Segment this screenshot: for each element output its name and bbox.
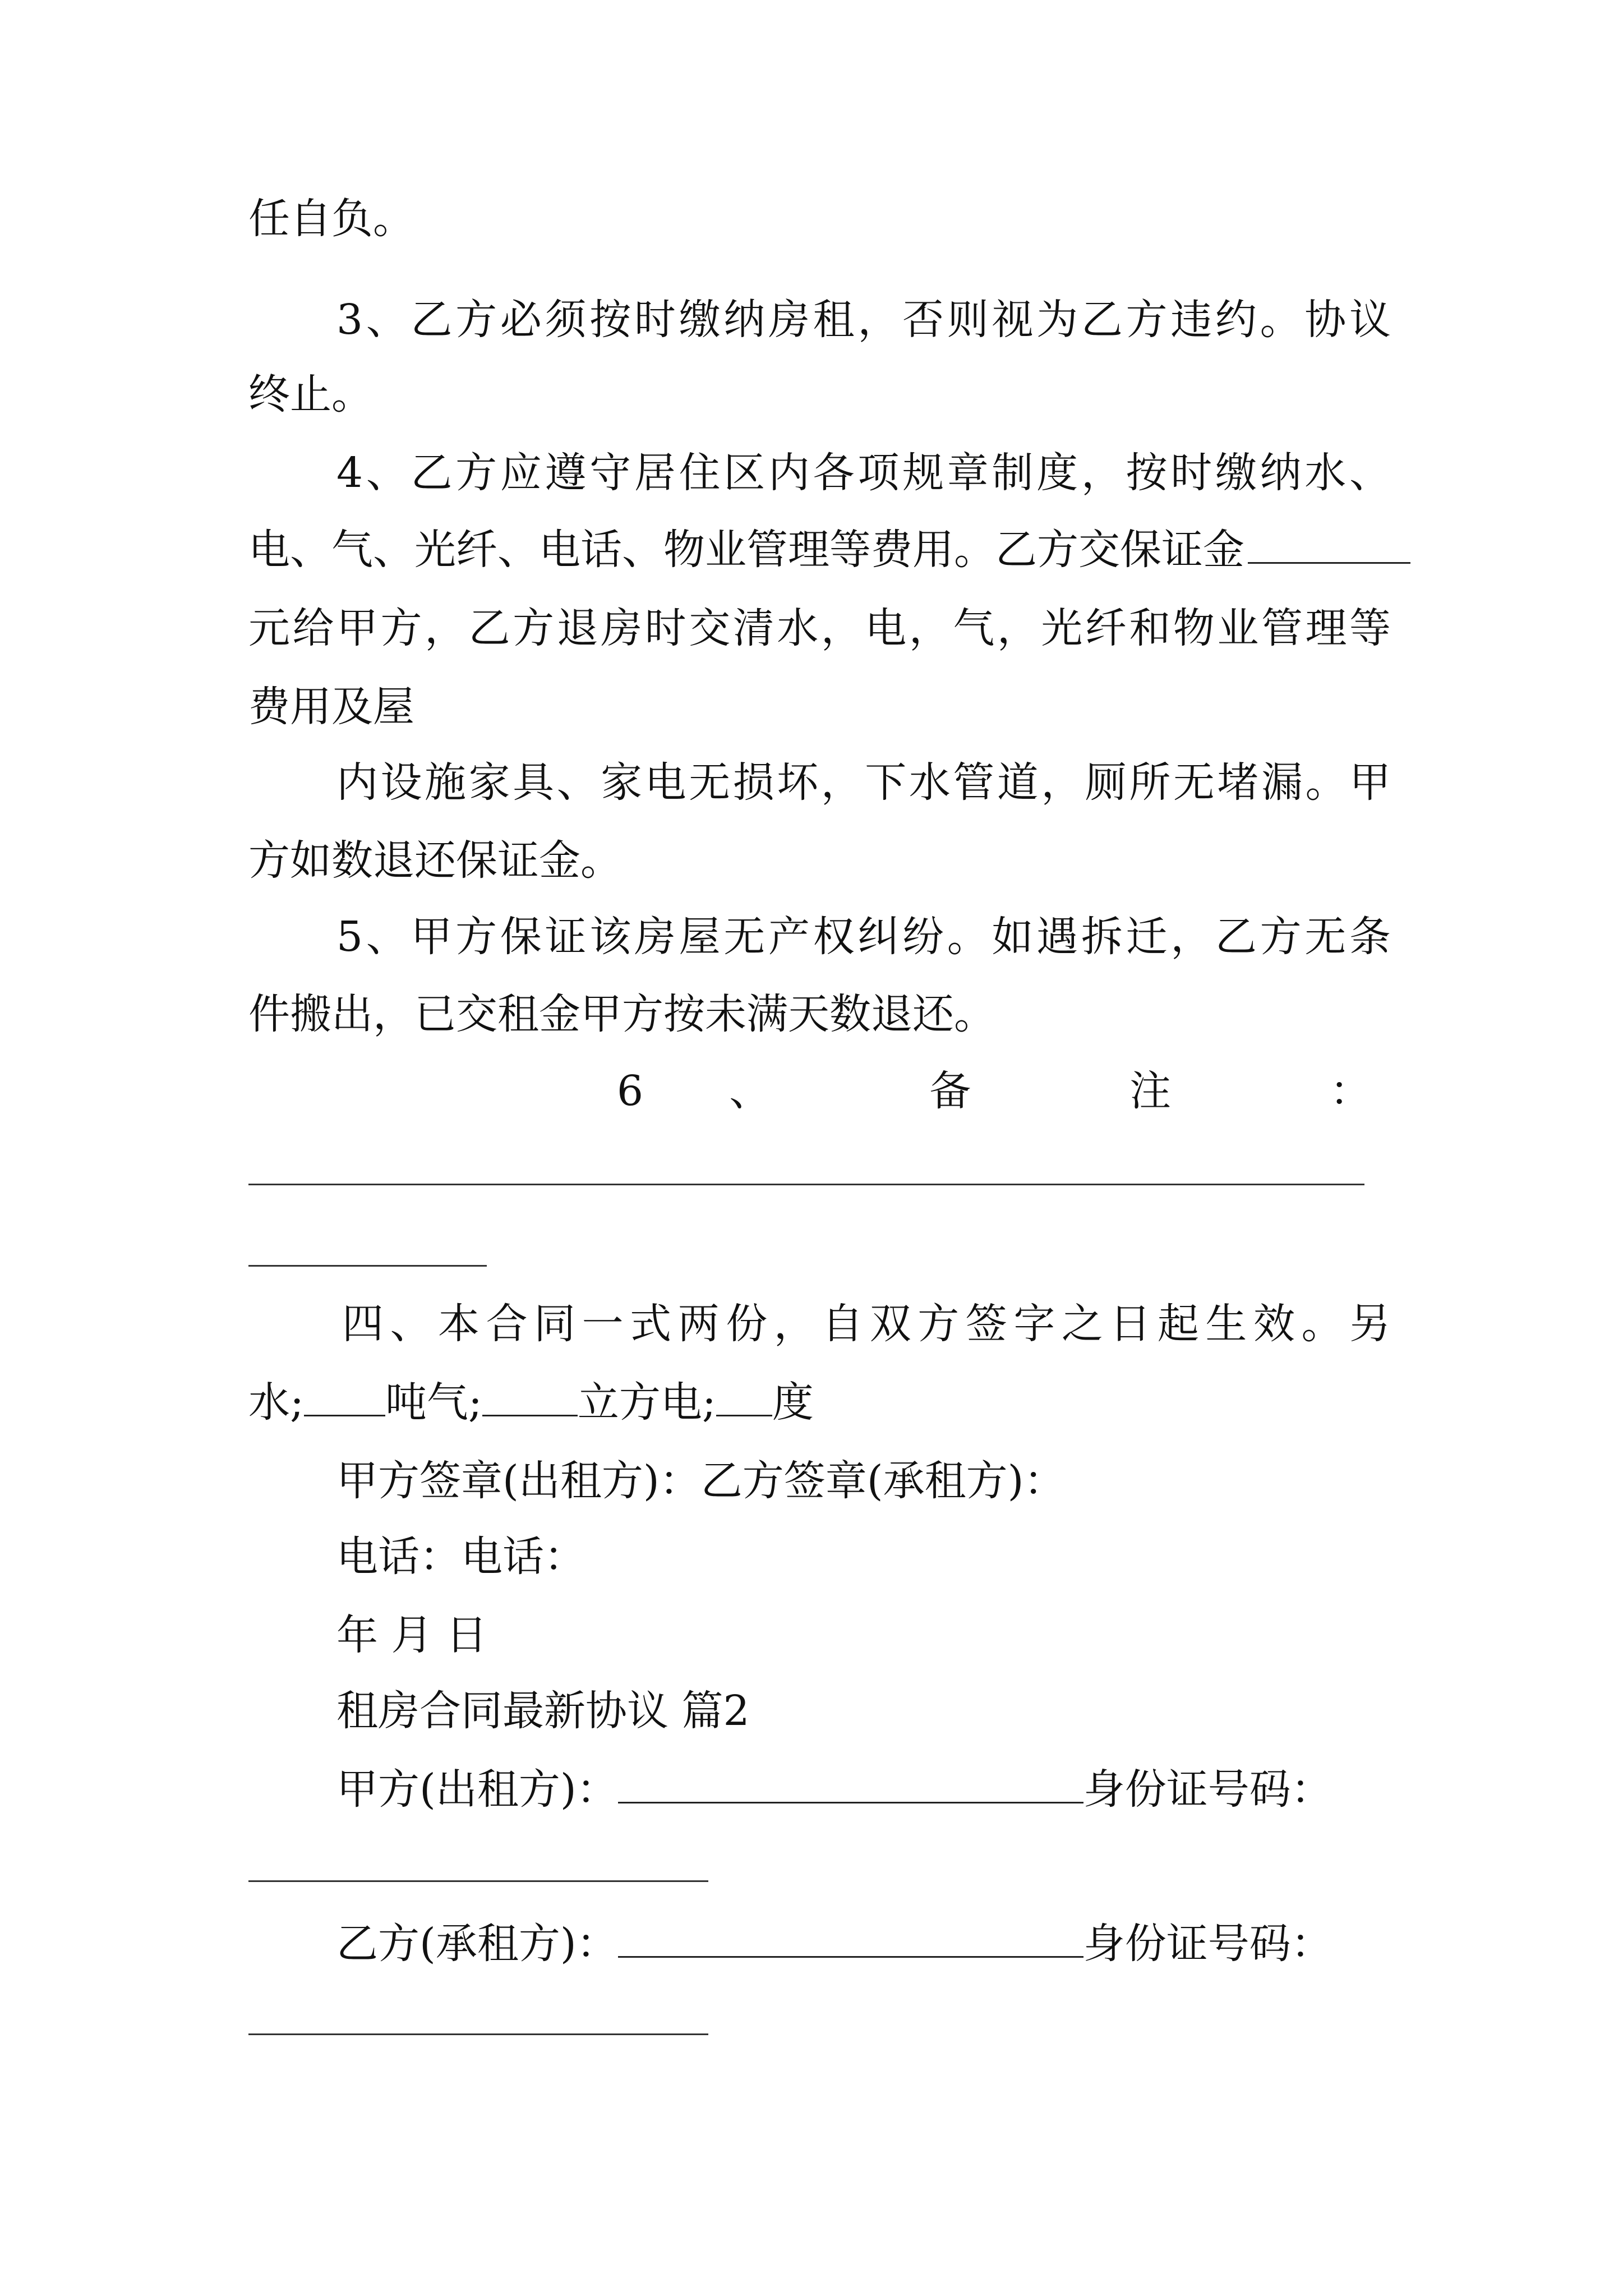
clause-4-line-6: 方如数退还保证金。 bbox=[248, 836, 622, 885]
lessor-name-blank bbox=[618, 1767, 1083, 1803]
lessee-name-blank bbox=[618, 1921, 1083, 1958]
remarks-blank-line-2 bbox=[248, 1265, 487, 1267]
clause-4-line-3: 元给甲方，乙方退房时交清水，电，气，光纤和物业管理等 bbox=[248, 604, 1391, 652]
phone-line: 电话：电话： bbox=[336, 1533, 585, 1581]
clause-4-line-5: 内设施家具、家电无损坏，下水管道，厕所无堵漏。甲 bbox=[336, 758, 1391, 807]
section-4-line-2 bbox=[248, 1374, 814, 1430]
clause-4-line-4: 费用及屋 bbox=[248, 683, 414, 731]
date-line: 年 月 日 bbox=[336, 1611, 488, 1659]
water-label: 水; bbox=[248, 1378, 304, 1427]
lessor-id-blank bbox=[248, 1880, 708, 1882]
signature-line: 甲方签章(出租方)：乙方签章(承租方)： bbox=[336, 1457, 1066, 1505]
electricity-label: 立方电; bbox=[577, 1378, 716, 1427]
clause-5-line-1: 5、甲方保证该房屋无产权纠纷。如遇拆迁，乙方无条 bbox=[336, 913, 1391, 961]
gas-label: 吨气; bbox=[385, 1378, 482, 1427]
lessor-line bbox=[336, 1761, 1391, 1818]
clause-4-line-1: 4、乙方应遵守居住区内各项规章制度，按时缴纳水、 bbox=[336, 449, 1391, 497]
remarks-blank-line-1 bbox=[248, 1184, 1364, 1185]
text-line-1: 任自负。 bbox=[248, 195, 414, 243]
clause-4-line-2 bbox=[248, 522, 1410, 578]
water-reading-blank bbox=[304, 1380, 385, 1416]
clause-6-remarks-heading: 6 、 备 注 ： bbox=[617, 1067, 1371, 1115]
unit-label: 度 bbox=[772, 1378, 814, 1427]
clause-3-line-1: 3、乙方必须按时缴纳房租，否则视为乙方违约。协议 bbox=[336, 296, 1391, 344]
lessee-id-label: 身份证号码： bbox=[1083, 1920, 1332, 1968]
clause-3-line-2: 终止。 bbox=[248, 370, 373, 418]
gas-reading-blank bbox=[482, 1380, 578, 1416]
section-4-line-1: 四、本合同一式两份，自双方签字之日起生效。另 bbox=[342, 1300, 1391, 1348]
lessee-line bbox=[336, 1916, 1391, 1972]
contract-title-2: 租房合同最新协议 篇2 bbox=[336, 1687, 750, 1735]
electricity-reading-blank bbox=[716, 1380, 772, 1416]
lessee-id-blank bbox=[248, 2033, 708, 2035]
deposit-amount-blank bbox=[1248, 527, 1410, 564]
lessor-label: 甲方(出租方)： bbox=[336, 1765, 618, 1814]
lessee-label: 乙方(承租方)： bbox=[336, 1920, 618, 1968]
clause-5-line-2: 件搬出，已交租金甲方按未满天数退还。 bbox=[248, 990, 995, 1038]
clause-4-line-2-text: 电、气、光纤、电话、物业管理等费用。乙方交保证金 bbox=[248, 526, 1244, 574]
lessor-id-label: 身份证号码： bbox=[1083, 1765, 1332, 1814]
